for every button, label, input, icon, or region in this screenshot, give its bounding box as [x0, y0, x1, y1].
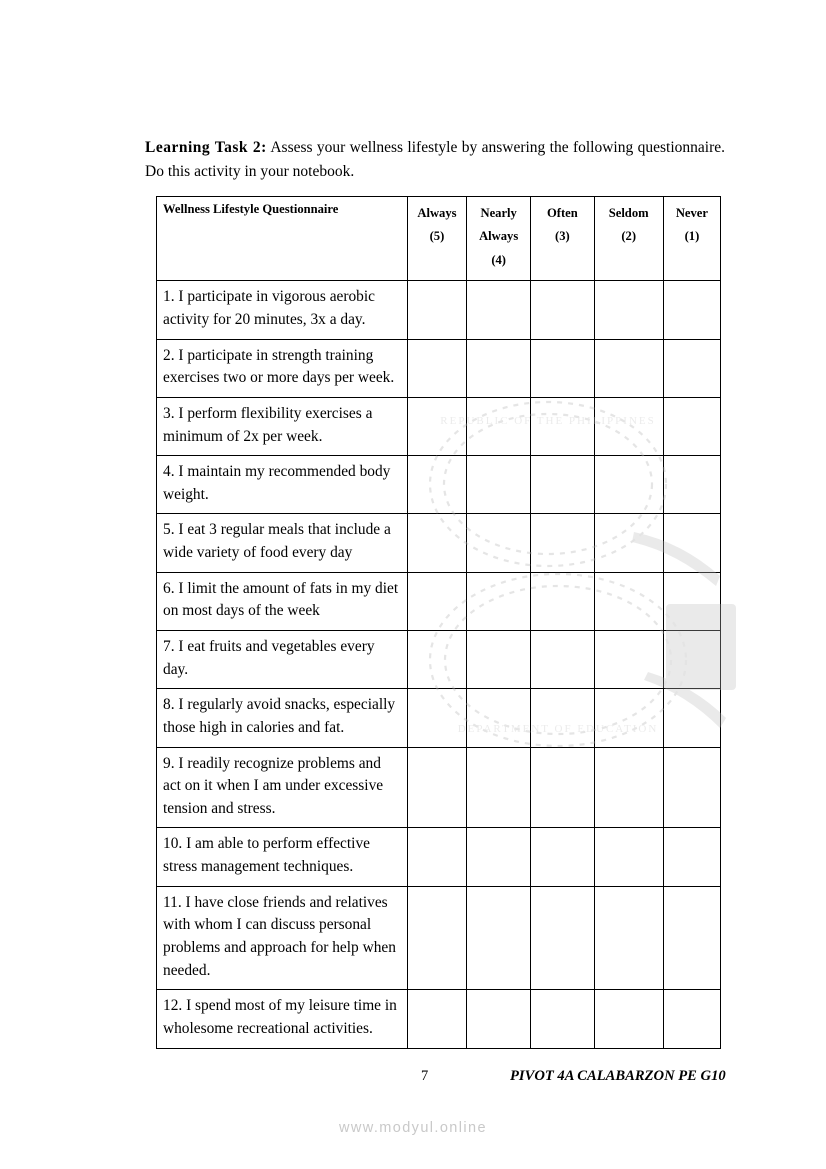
- answer-cell-always[interactable]: [407, 886, 466, 990]
- answer-cell-nearly-always[interactable]: [467, 990, 531, 1048]
- answer-cell-often[interactable]: [531, 747, 594, 828]
- header-often-label: Often: [547, 205, 578, 220]
- document-reference: PIVOT 4A CALABARZON PE G10: [510, 1068, 726, 1084]
- answer-cell-seldom[interactable]: [594, 828, 663, 886]
- answer-cell-seldom[interactable]: [594, 514, 663, 572]
- answer-cell-always[interactable]: [407, 828, 466, 886]
- header-seldom-value: (2): [621, 229, 637, 244]
- table-row: [157, 828, 721, 886]
- header-always-value: (5): [429, 229, 445, 244]
- table-row: [157, 514, 721, 572]
- header-always: [407, 196, 466, 281]
- question-text: 4. I maintain my recommended body weight.: [157, 456, 408, 514]
- header-seldom: [594, 196, 663, 281]
- question-text: 3. I perform flexibility exercises a minimum of 2x per week.: [157, 397, 408, 455]
- table-body: [157, 281, 721, 1048]
- instruction-text: Assess your wellness lifestyle by answering the following questionnaire. Do this activity in your notebook.: [145, 138, 725, 180]
- question-text: 7. I eat fruits and vegetables every day.: [157, 630, 408, 688]
- answer-cell-nearly-always[interactable]: [467, 339, 531, 397]
- table-row: [157, 572, 721, 630]
- answer-cell-nearly-always[interactable]: [467, 514, 531, 572]
- answer-cell-seldom[interactable]: [594, 339, 663, 397]
- site-watermark: www.modyul.online: [339, 1120, 487, 1136]
- answer-cell-often[interactable]: [531, 281, 594, 339]
- page-number: 7: [421, 1068, 429, 1084]
- answer-cell-seldom[interactable]: [594, 397, 663, 455]
- answer-cell-often[interactable]: [531, 886, 594, 990]
- learning-task-label: Learning Task 2:: [145, 138, 267, 156]
- answer-cell-often[interactable]: [531, 339, 594, 397]
- answer-cell-seldom[interactable]: [594, 990, 663, 1048]
- header-never-value: (1): [684, 229, 700, 244]
- header-often-value: (3): [555, 229, 570, 244]
- answer-cell-seldom[interactable]: [594, 572, 663, 630]
- answer-cell-nearly-always[interactable]: [467, 456, 531, 514]
- svg-text:DEPARTMENT OF EDUCATION: DEPARTMENT OF EDUCATION: [457, 723, 659, 735]
- answer-cell-always[interactable]: [407, 630, 466, 688]
- table-row: [157, 630, 721, 688]
- answer-cell-seldom[interactable]: [594, 281, 663, 339]
- answer-cell-never[interactable]: [663, 828, 720, 886]
- header-never: [663, 196, 720, 281]
- answer-cell-nearly-always[interactable]: [467, 886, 531, 990]
- question-text: 2. I participate in strength training exercises two or more days per week.: [157, 339, 408, 397]
- answer-cell-never[interactable]: [663, 630, 720, 688]
- answer-cell-seldom[interactable]: [594, 747, 663, 828]
- page-content: [145, 120, 725, 1049]
- header-nearly-always-value: (4): [491, 253, 506, 268]
- answer-cell-seldom[interactable]: [594, 886, 663, 990]
- question-text: 11. I have close friends and relatives with whom I can discuss personal problems and approach for help when needed.: [157, 886, 408, 990]
- answer-cell-nearly-always[interactable]: [467, 828, 531, 886]
- answer-cell-always[interactable]: [407, 456, 466, 514]
- answer-cell-often[interactable]: [531, 689, 594, 747]
- question-text: 6. I limit the amount of fats in my diet on most days of the week: [157, 572, 408, 630]
- table-row: [157, 397, 721, 455]
- answer-cell-seldom[interactable]: [594, 456, 663, 514]
- answer-cell-never[interactable]: [663, 886, 720, 990]
- header-questionnaire: Wellness Lifestyle Questionnaire: [157, 196, 408, 281]
- answer-cell-nearly-always[interactable]: [467, 630, 531, 688]
- question-text: 1. I participate in vigorous aerobic activity for 20 minutes, 3x a day.: [157, 281, 408, 339]
- answer-cell-never[interactable]: [663, 456, 720, 514]
- answer-cell-nearly-always[interactable]: [467, 397, 531, 455]
- answer-cell-seldom[interactable]: [594, 689, 663, 747]
- table-header-row: [157, 196, 721, 281]
- table-row: [157, 990, 721, 1048]
- header-nearly-always-label: Nearly Always: [479, 205, 519, 244]
- answer-cell-never[interactable]: [663, 689, 720, 747]
- question-text: 12. I spend most of my leisure time in wholesome recreational activities.: [157, 990, 408, 1048]
- question-text: 8. I regularly avoid snacks, especially those high in calories and fat.: [157, 689, 408, 747]
- answer-cell-often[interactable]: [531, 514, 594, 572]
- header-nearly-always: [467, 196, 531, 281]
- header-often: [531, 196, 594, 281]
- table-row: [157, 456, 721, 514]
- instruction-paragraph: [145, 136, 725, 184]
- answer-cell-always[interactable]: [407, 990, 466, 1048]
- answer-cell-often[interactable]: [531, 456, 594, 514]
- answer-cell-never[interactable]: [663, 747, 720, 828]
- answer-cell-often[interactable]: [531, 828, 594, 886]
- table-row: [157, 339, 721, 397]
- answer-cell-always[interactable]: [407, 689, 466, 747]
- table-row: [157, 747, 721, 828]
- question-text: 5. I eat 3 regular meals that include a wide variety of food every day: [157, 514, 408, 572]
- question-text: 10. I am able to perform effective stress management techniques.: [157, 828, 408, 886]
- answer-cell-often[interactable]: [531, 572, 594, 630]
- answer-cell-never[interactable]: [663, 990, 720, 1048]
- answer-cell-often[interactable]: [531, 630, 594, 688]
- answer-cell-always[interactable]: [407, 339, 466, 397]
- table-row: [157, 281, 721, 339]
- header-seldom-label: Seldom: [608, 205, 649, 220]
- answer-cell-nearly-always[interactable]: [467, 572, 531, 630]
- table-row: [157, 689, 721, 747]
- question-text: 9. I readily recognize problems and act on it when I am under excessive tension and stress.: [157, 747, 408, 828]
- answer-cell-never[interactable]: [663, 572, 720, 630]
- header-never-label: Never: [675, 205, 708, 220]
- answer-cell-nearly-always[interactable]: [467, 281, 531, 339]
- answer-cell-always[interactable]: [407, 747, 466, 828]
- header-always-label: Always: [417, 205, 457, 220]
- table-row: [157, 886, 721, 990]
- answer-cell-never[interactable]: [663, 397, 720, 455]
- answer-cell-always[interactable]: [407, 397, 466, 455]
- answer-cell-nearly-always[interactable]: [467, 747, 531, 828]
- answer-cell-always[interactable]: [407, 281, 466, 339]
- answer-cell-nearly-always[interactable]: [467, 689, 531, 747]
- answer-cell-always[interactable]: [407, 514, 466, 572]
- answer-cell-never[interactable]: [663, 514, 720, 572]
- answer-cell-seldom[interactable]: [594, 630, 663, 688]
- answer-cell-never[interactable]: [663, 281, 720, 339]
- svg-text:REPUBLIC OF THE PHILIPPINES: REPUBLIC OF THE PHILIPPINES: [440, 415, 656, 427]
- wellness-questionnaire-table: [156, 196, 721, 1049]
- answer-cell-often[interactable]: [531, 990, 594, 1048]
- answer-cell-often[interactable]: [531, 397, 594, 455]
- answer-cell-always[interactable]: [407, 572, 466, 630]
- answer-cell-never[interactable]: [663, 339, 720, 397]
